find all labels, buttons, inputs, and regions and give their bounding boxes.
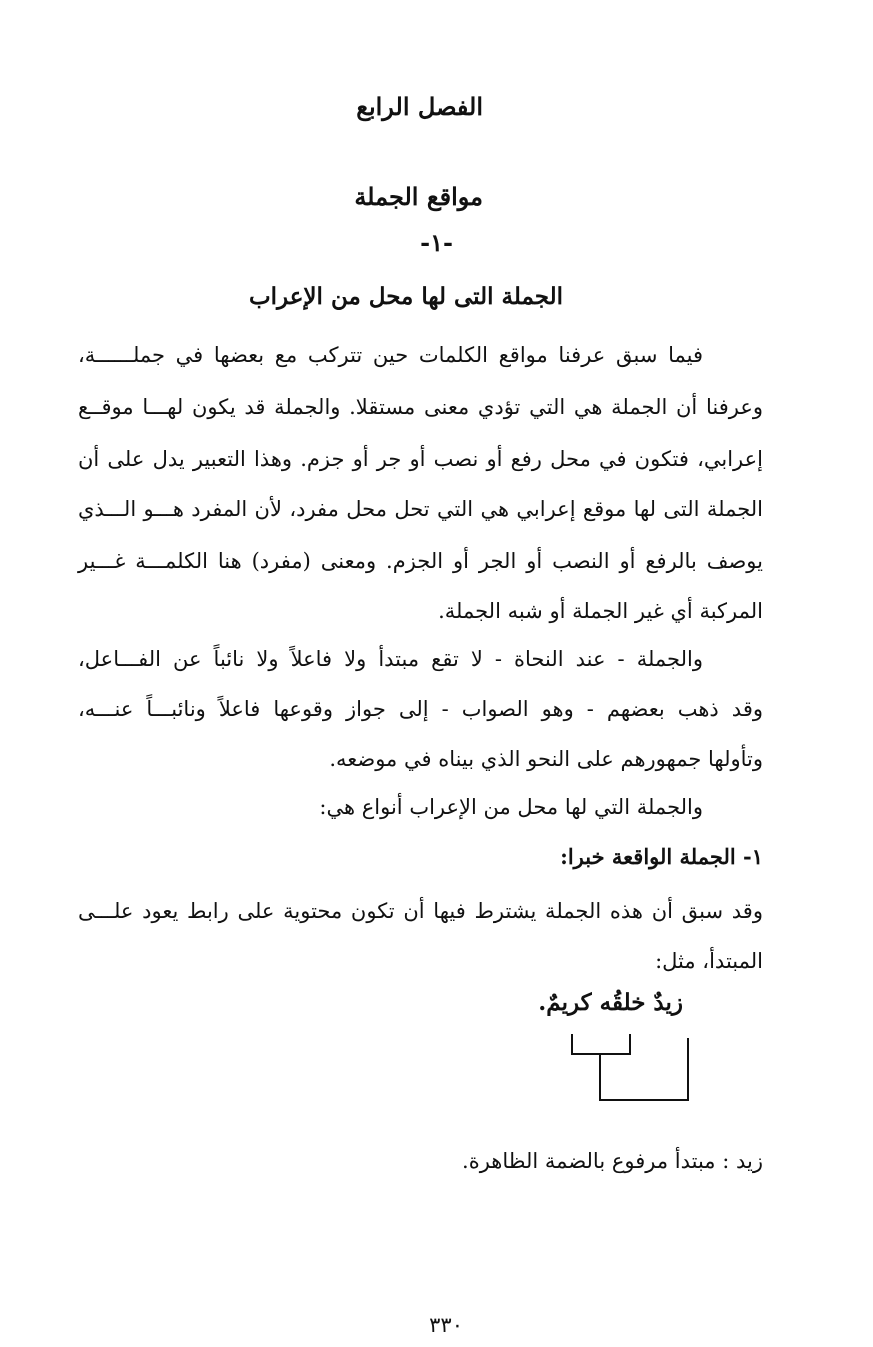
types-intro: والجملة التي لها محل من الإعراب أنواع هي: [319, 795, 703, 819]
page-number: ٣٣٠ [429, 1313, 463, 1337]
chapter-title: الفصل الرابع [356, 92, 483, 121]
paragraph-line: يوصف بالرفع أو النصب أو الجر أو الجزم. ومعنى (مفرد) هنا الكلمـــة غـــير [78, 549, 763, 573]
subsection-title: الجملة التى لها محل من الإعراب [248, 283, 563, 310]
parse-line: زيد : مبتدأ مرفوع بالضمة الظاهرة. [462, 1149, 763, 1173]
paragraph-line: وتأولها جمهورهم على النحو الذي بيناه في موضعه. [329, 747, 763, 771]
parse-bracket-diagram [560, 1028, 700, 1108]
example-sentence: زيدٌ خلقُه كريمٌ. [538, 989, 683, 1016]
paragraph-line: وقد سبق أن هذه الجملة يشترط فيها أن تكون محتوية على رابط يعود علـــى [78, 899, 763, 923]
paragraph-line: والجملة - عند النحاة - لا تقع مبتدأ ولا فاعلاً ولا نائباً عن الفـــاعل، [78, 647, 703, 671]
inner-bracket [572, 1034, 630, 1054]
section-title: مواقع الجملة [354, 182, 483, 211]
paragraph-line: إعرابي، فتكون في محل رفع أو نصب أو جر أو جزم. وهذا التعبير يدل على أن [78, 447, 763, 471]
type1-heading: ١- الجملة الواقعة خبرا: [560, 844, 763, 869]
paragraph-line: المركبة أي غير الجملة أو شبه الجملة. [438, 599, 763, 623]
paragraph-line: فيما سبق عرفنا مواقع الكلمات حين تتركب مع بعضها في جملــــــة، [78, 343, 703, 367]
paragraph-line: وقد ذهب بعضهم - وهو الصواب - إلى جواز وقوعها فاعلاً ونائبـــاً عنـــه، [78, 697, 763, 721]
paragraph-line: الجملة التى لها موقع إعرابي هي التي تحل محل مفرد، لأن المفرد هـــو الـــذي [78, 497, 763, 521]
outer-bracket [600, 1038, 688, 1100]
paragraph-line: المبتدأ، مثل: [655, 949, 763, 973]
section-number: -١- [420, 228, 453, 257]
paragraph-line: وعرفنا أن الجملة هي التي تؤدي معنى مستقلا. والجملة قد يكون لهـــا موقــع [78, 395, 763, 419]
